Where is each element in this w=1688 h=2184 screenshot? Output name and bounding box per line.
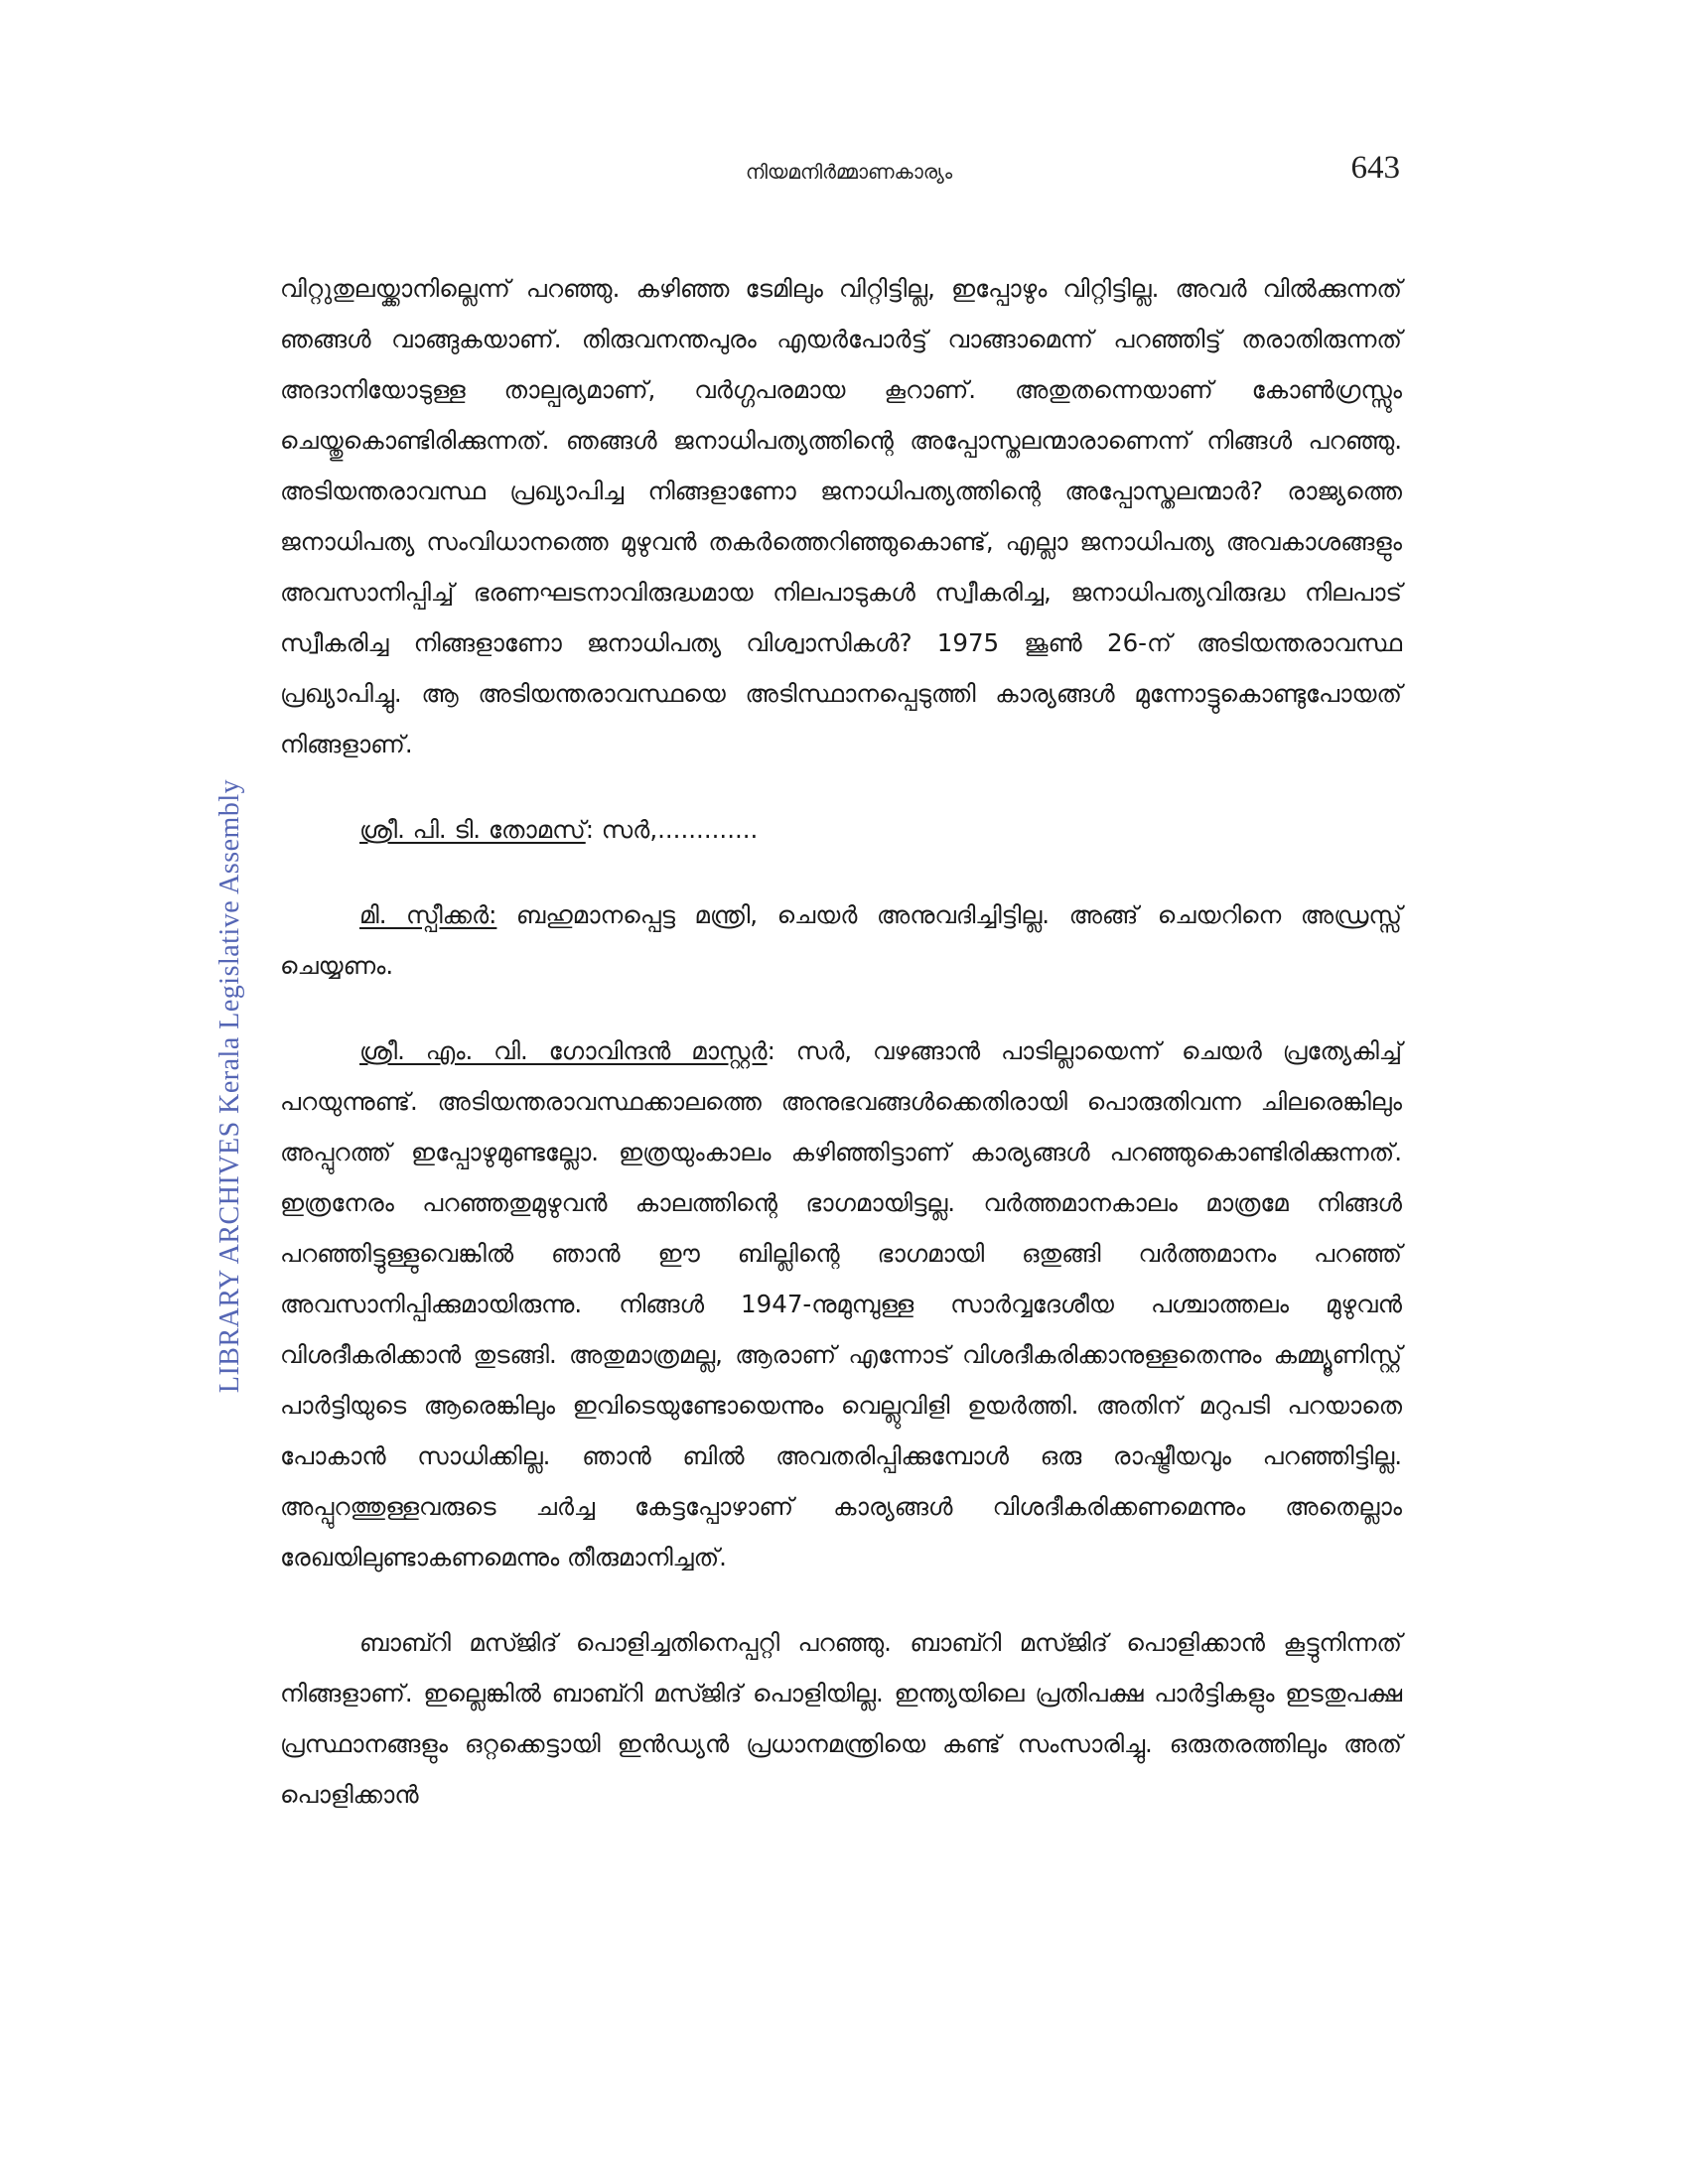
- running-header: [0, 150, 1688, 194]
- watermark-text: LIBRARY ARCHIVES Kerala Legislative Assembly: [214, 778, 245, 1394]
- speaker-name: ശ്രീ. പി. ടി. തോമസ്: [359, 815, 586, 844]
- paragraph: [280, 889, 1402, 991]
- paragraph: [280, 804, 1402, 855]
- page-number: 643: [1350, 150, 1400, 186]
- paragraph-text: : സർ,.............: [585, 815, 759, 844]
- paragraph-text: വിറ്റുതുലയ്ക്കാനില്ലെന്ന് പറഞ്ഞു. കഴിഞ്ഞ ടേമിലും വിറ്റിട്ടില്ല, ഇപ്പോഴും വിറ്റിട്ടില്ല. അവർ വിൽക്കുന്നത് ഞങ്ങൾ വാങ്ങുകയാണ്. തിരുവനന്തപുരം എയർപോർട്ട് വാങ്ങാമെന്ന് പറഞ്ഞിട്ട് തരാതിരുന്നത് അദാനിയോടുള്ള താല്പര്യമാണ്, വർഗ്ഗപരമായ കൂറാണ്. അതുതന്നെയാണ് കോൺഗ്രസ്സും ചെയ്തുകൊണ്ടിരിക്കുന്നത്. ഞങ്ങൾ ജനാധിപത്യത്തിന്റെ അപ്പോസ്തലന്മാരാണെന്ന് നിങ്ങൾ പറഞ്ഞു. അടിയന്തരാവസ്ഥ പ്രഖ്യാപിച്ച നിങ്ങളാണോ ജനാധിപത്യത്തിന്റെ അപ്പോസ്തലന്മാർ? രാജ്യത്തെ ജനാധിപത്യ സംവിധാനത്തെ മുഴുവൻ തകർത്തെറിഞ്ഞുകൊണ്ട്, എല്ലാ ജനാധിപത്യ അവകാശങ്ങളും അവസാനിപ്പിച്ച് ഭരണഘടനാവിരുദ്ധമായ നിലപാടുകൾ സ്വീകരിച്ച, ജനാധിപത്യവിരുദ്ധ നിലപാട് സ്വീകരിച്ച നിങ്ങളാണോ ജനാധിപത്യ വിശ്വാസികൾ? 1975 ജൂൺ 26-ന് അടിയന്തരാവസ്ഥ പ്രഖ്യാപിച്ചു. ആ അടിയന്തരാവസ്ഥയെ അടിസ്ഥാനപ്പെടുത്തി കാര്യങ്ങൾ മുന്നോട്ടുകൊണ്ടുപോയത് നിങ്ങളാണ്.: [280, 274, 1402, 758]
- paragraph-text: ബാബ്റി മസ്ജിദ് പൊളിച്ചതിനെപ്പറ്റി പറഞ്ഞു. ബാബ്റി മസ്ജിദ് പൊളിക്കാൻ കൂട്ടുനിന്നത് നിങ്ങളാണ്. ഇല്ലെങ്കിൽ ബാബ്റി മസ്ജിദ് പൊളിയില്ല. ഇന്ത്യയിലെ പ്രതിപക്ഷ പാർട്ടികളും ഇടതുപക്ഷ പ്രസ്ഥാനങ്ങളും ഒറ്റക്കെട്ടായി ഇൻഡ്യൻ പ്രധാനമന്ത്രിയെ കണ്ട് സംസാരിച്ചു. ഒരുതരത്തിലും അത് പൊളിക്കാൻ: [280, 1628, 1402, 1809]
- paragraph: [280, 263, 1402, 769]
- running-title: നിയമനിർമ്മാണകാര്യം: [745, 160, 953, 184]
- speaker-name: മി. സ്പീക്കർ:: [359, 900, 497, 929]
- paragraph-text: ബഹുമാനപ്പെട്ട മന്ത്രി, ചെയർ അനുവദിച്ചിട്ടില്ല. അങ്ങ് ചെയറിനെ അഡ്രസ്സ് ചെയ്യണം.: [280, 900, 1402, 980]
- body-text: [280, 263, 1402, 1854]
- paragraph-text: : സർ, വഴങ്ങാൻ പാടില്ലായെന്ന് ചെയർ പ്രത്യേകിച്ച് പറയുന്നുണ്ട്. അടിയന്തരാവസ്ഥക്കാലത്തെ അനുഭവങ്ങൾക്കെതിരായി പൊരുതിവന്ന ചിലരെങ്കിലും അപ്പുറത്ത് ഇപ്പോഴുമുണ്ടല്ലോ. ഇത്രയുംകാലം കഴിഞ്ഞിട്ടാണ് കാര്യങ്ങൾ പറഞ്ഞുകൊണ്ടിരിക്കുന്നത്. ഇത്രനേരം പറഞ്ഞതുമുഴുവൻ കാലത്തിന്റെ ഭാഗമായിട്ടല്ല. വർത്തമാനകാലം മാത്രമേ നിങ്ങൾ പറഞ്ഞിട്ടുള്ളുവെങ്കിൽ ഞാൻ ഈ ബില്ലിന്റെ ഭാഗമായി ഒതുങ്ങി വർത്തമാനം പറഞ്ഞ് അവസാനിപ്പിക്കുമായിരുന്നു. നിങ്ങൾ 1947-നുമുമ്പുള്ള സാർവ്വദേശീയ പശ്ചാത്തലം മുഴുവൻ വിശദീകരിക്കാൻ തുടങ്ങി. അതുമാത്രമല്ല, ആരാണ് എന്നോട് വിശദീകരിക്കാനുള്ളതെന്നും കമ്മ്യൂണിസ്റ്റ് പാർട്ടിയുടെ ആരെങ്കിലും ഇവിടെയുണ്ടോയെന്നും വെല്ലുവിളി ഉയർത്തി. അതിന് മറുപടി പറയാതെ പോകാൻ സാധിക്കില്ല. ഞാൻ ബിൽ അവതരിപ്പിക്കുമ്പോൾ ഒരു രാഷ്ട്രീയവും പറഞ്ഞിട്ടില്ല. അപ്പുറത്തുള്ളവരുടെ ചർച്ച കേട്ടപ്പോഴാണ് കാര്യങ്ങൾ വിശദീകരിക്കണമെന്നും അതെല്ലാം രേഖയിലുണ്ടാകണമെന്നും തീരുമാനിച്ചത്.: [280, 1036, 1402, 1571]
- speaker-name: ശ്രീ. എം. വി. ഗോവിന്ദൻ മാസ്റ്റർ: [359, 1036, 768, 1065]
- paragraph: [280, 1025, 1402, 1582]
- paragraph: [280, 1617, 1402, 1820]
